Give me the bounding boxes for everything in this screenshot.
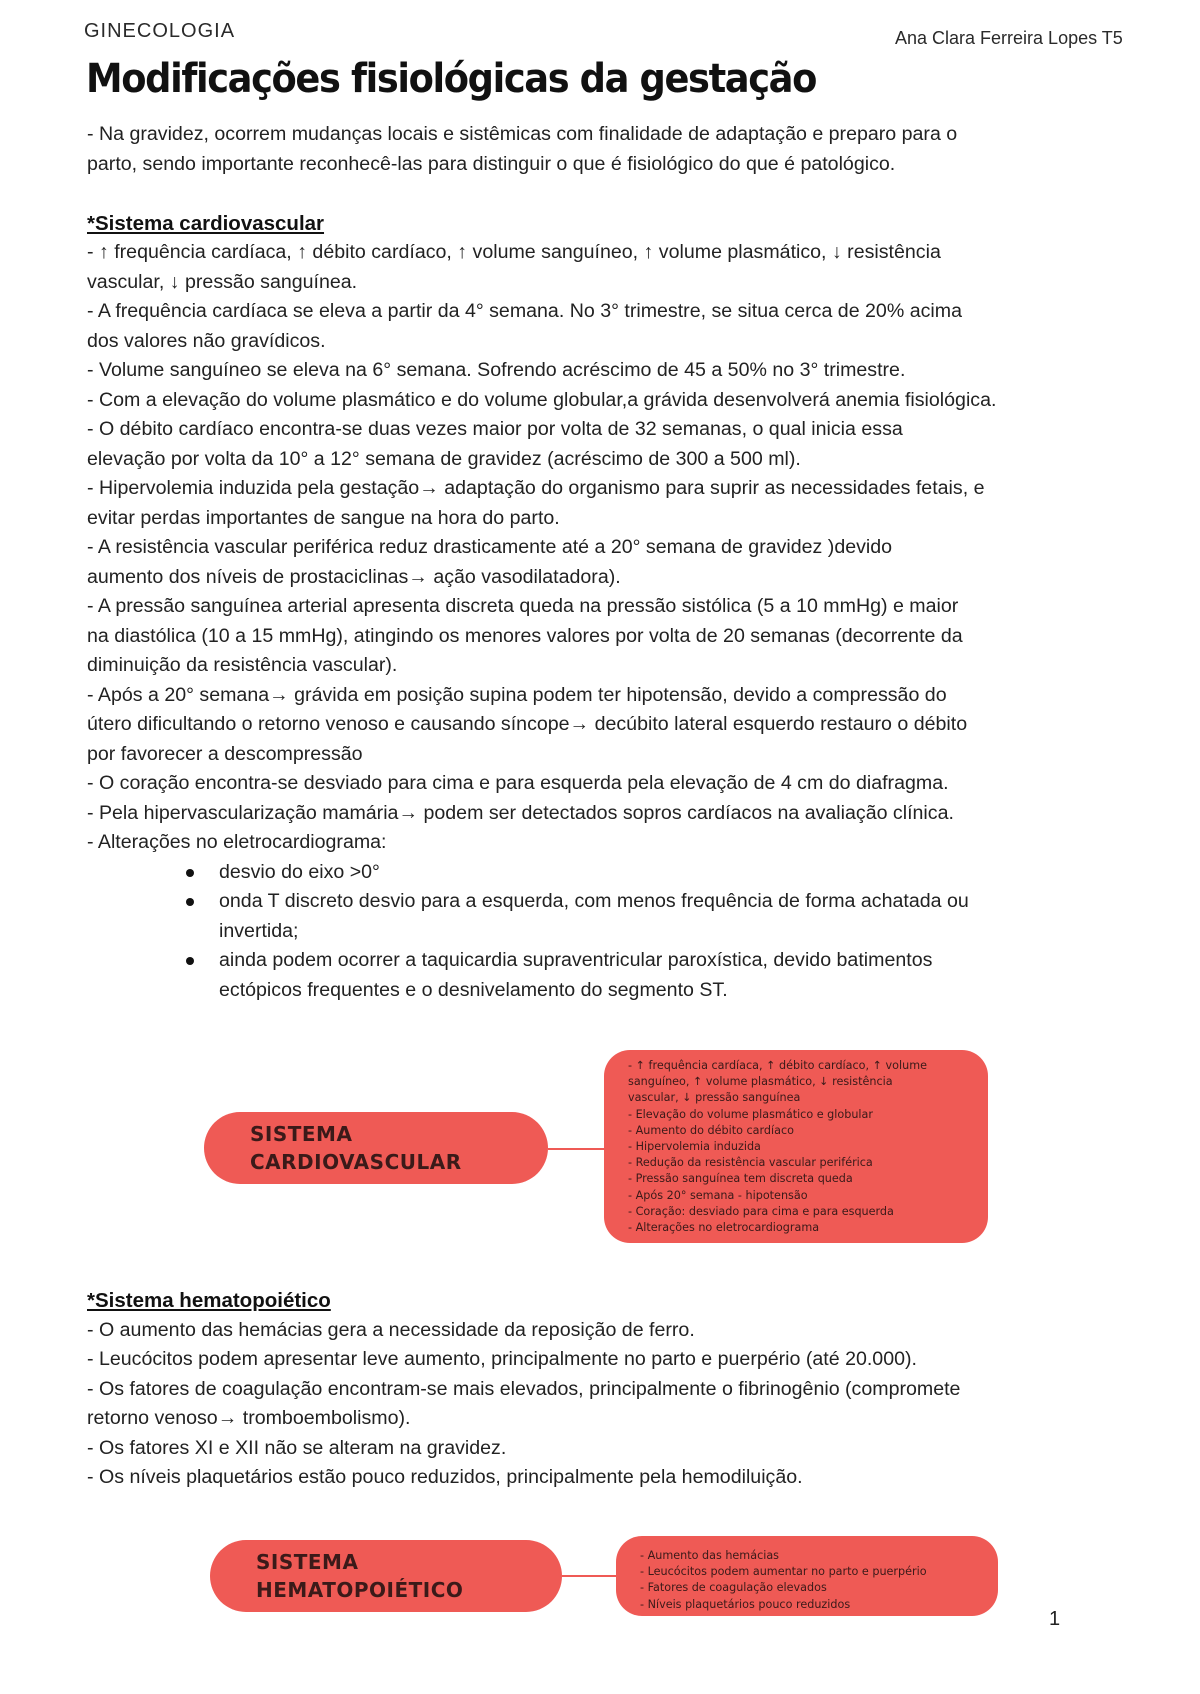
cardio-line: por favorecer a descompressão (87, 742, 363, 765)
hemato-line: - Os fatores XI e XII não se alteram na gravidez. (87, 1436, 507, 1459)
cardio-heading: *Sistema cardiovascular (87, 211, 325, 235)
cardio-line: vascular, ↓ pressão sanguínea. (87, 270, 358, 293)
page-title: Modificações fisiológicas da gestação (86, 56, 817, 102)
map-item: - Hipervolemia induzida (628, 1140, 761, 1154)
ecg-bullet-item (219, 887, 1127, 946)
cardio-line: diminuição da resistência vascular). (87, 654, 398, 676)
author-name: Ana Clara Ferreira Lopes T5 (895, 28, 1123, 48)
bullet-line: ainda podem ocorrer a taquicardia supraventricular paroxística, devido batimentos (219, 949, 933, 971)
ecg-bullet-item (219, 858, 1127, 888)
map-item: - ↑ frequência cardíaca, ↑ débito cardíaco, ↑ volume (628, 1059, 927, 1072)
cardio-line: elevação por volta da 10° a 12° semana de gravidez (acréscimo de 300 a 500 ml). (87, 447, 801, 470)
hemato-map-details (616, 1536, 998, 1616)
map-item: - Elevação do volume plasmático e globular (628, 1107, 873, 1121)
hemato-heading: *Sistema hematopoiético (87, 1289, 331, 1312)
hemato-map-connector (562, 1575, 618, 1577)
map-item: - Após 20° semana - hipotensão (628, 1188, 808, 1202)
intro-line: - Na gravidez, ocorrem mudanças locais e sistêmicas com finalidade de adaptação e preparo para o (87, 123, 958, 145)
bullet-line: invertida; (219, 919, 299, 942)
bullet-line: onda T discreto desvio para a esquerda, com menos frequência de forma achatada ou (219, 890, 969, 912)
section-cardiovascular (87, 120, 1127, 1005)
section-hematopoietico (87, 1286, 1127, 1493)
cardio-line: - O débito cardíaco encontra-se duas vezes maior por volta de 32 semanas, o qual inicia essa (87, 418, 903, 440)
cardio-line: - A resistência vascular periférica reduz drasticamente até a 20° semana de gravidez )devido (87, 536, 893, 558)
ecg-bullet-list (87, 858, 1127, 1006)
hemato-map-label (210, 1540, 562, 1612)
map-item: - Níveis plaquetários pouco reduzidos (640, 1597, 851, 1611)
map-item: - Coração: desviado para cima e para esquerda (628, 1204, 894, 1218)
cardio-line: - Pela hipervascularização mamária→ podem ser detectados sopros cardíacos na avaliação clínica. (87, 801, 954, 824)
map-item: vascular, ↓ pressão sanguínea (628, 1091, 801, 1105)
cardio-line: - A pressão sanguínea arterial apresenta discreta queda na pressão sistólica (5 a 10 mmHg) e maior (87, 595, 959, 617)
intro-line: parto, sendo importante reconhecê-las para distinguir o que é fisiológico do que é patológico. (87, 152, 896, 175)
cardio-map-label (204, 1112, 548, 1184)
map-item: sanguíneo, ↑ volume plasmático, ↓ resistência (628, 1075, 893, 1089)
map-label-line: HEMATOPOIÉTICO (256, 1578, 464, 1602)
cardio-line: - Volume sanguíneo se eleva na 6° semana. Sofrendo acréscimo de 45 a 50% no 3° trimestre. (87, 359, 906, 381)
cardio-line: - Com a elevação do volume plasmático e do volume globular,a grávida desenvolverá anemia fisiológica. (87, 388, 997, 411)
map-item: - Alterações no eletrocardiograma (628, 1221, 820, 1235)
cardio-map-connector (548, 1148, 606, 1150)
cardio-map-details (604, 1050, 988, 1243)
bullet-line: desvio do eixo >0° (219, 860, 380, 883)
ecg-bullet-item (219, 946, 1127, 1005)
map-item: - Aumento do débito cardíaco (628, 1123, 794, 1137)
cardio-line: - Hipervolemia induzida pela gestação→ adaptação do organismo para suprir as necessidades fetais, e (87, 477, 985, 499)
subject-label: GINECOLOGIA (84, 20, 236, 42)
map-item: - Leucócitos podem aumentar no parto e puerpério (640, 1565, 927, 1579)
cardio-line: aumento dos níveis de prostaciclinas→ ação vasodilatadora). (87, 565, 621, 588)
cardio-line: - Alterações no eletrocardiograma: (87, 831, 387, 853)
cardio-line: - Após a 20° semana→ grávida em posição supina podem ter hipotensão, devido a compressão do (87, 683, 947, 706)
map-item: - Redução da resistência vascular periférica (628, 1156, 873, 1170)
map-label-line: SISTEMA (256, 1550, 359, 1574)
hemato-line: - Os níveis plaquetários estão pouco reduzidos, principalmente pela hemodiluição. (87, 1466, 803, 1488)
cardio-line: - A frequência cardíaca se eleva a partir da 4° semana. No 3° trimestre, se situa cerca de 20% acima (87, 300, 962, 322)
map-label-line: CARDIOVASCULAR (250, 1150, 462, 1174)
hemato-line: - Os fatores de coagulação encontram-se mais elevados, principalmente o fibrinogênio (compromete (87, 1377, 961, 1400)
cardio-line: - O coração encontra-se desviado para cima e para esquerda pela elevação de 4 cm do diafragma. (87, 772, 949, 794)
cardio-line: evitar perdas importantes de sangue na hora do parto. (87, 506, 560, 529)
bullet-line: ectópicos frequentes e o desnivelamento do segmento ST. (219, 978, 728, 1001)
map-item: - Fatores de coagulação elevados (640, 1581, 827, 1595)
hemato-line: - Leucócitos podem apresentar leve aumento, principalmente no parto e puerpério (até 20.000). (87, 1348, 917, 1370)
page-number: 1 (1049, 1608, 1061, 1630)
cardio-line: na diastólica (10 a 15 mmHg), atingindo os menores valores por volta de 20 semanas (decorrente da (87, 624, 963, 647)
cardio-line: dos valores não gravídicos. (87, 329, 326, 352)
hemato-line: - O aumento das hemácias gera a necessidade da reposição de ferro. (87, 1318, 695, 1341)
map-item: - Pressão sanguínea tem discreta queda (628, 1172, 853, 1186)
cardio-line: útero dificultando o retorno venoso e causando síncope→ decúbito lateral esquerdo restauro o débito (87, 713, 968, 735)
map-item: - Aumento das hemácias (640, 1549, 780, 1562)
cardio-line: - ↑ frequência cardíaca, ↑ débito cardíaco, ↑ volume sanguíneo, ↑ volume plasmático, ↓ resistência (87, 241, 941, 263)
map-label-line: SISTEMA (250, 1122, 353, 1146)
hemato-line: retorno venoso→ tromboembolismo). (87, 1407, 411, 1429)
